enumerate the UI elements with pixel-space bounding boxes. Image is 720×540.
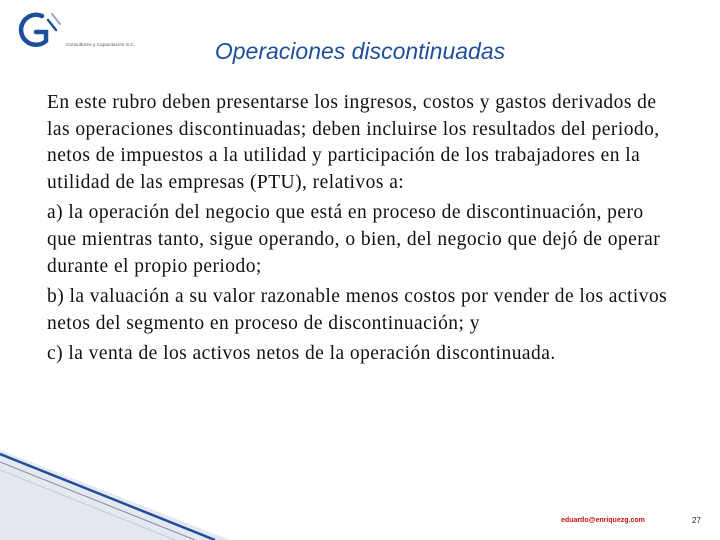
logo-tagline: Consultores y Capacitación S.C. bbox=[66, 42, 136, 47]
body-paragraph-a: a) la operación del negocio que está en proceso de discontinuación, pero que mientras tanto, sigue operando, o bien, del negocio que dejó de operar durante el propio periodo; bbox=[47, 202, 661, 277]
body-paragraph-intro: En este rubro deben presentarse los ingresos, costos y gastos derivados de las operaciones discontinuadas; deben incluirse los resultados del periodo, netos de impuestos a la utilidad y participación de los trabajadores en la utilidad de las empresas (PTU), relativos a: bbox=[47, 92, 660, 193]
body-paragraph-c: c) la venta de los activos netos de la operación discontinuada. bbox=[47, 343, 556, 365]
slide-title-text: Operaciones discontinuadas bbox=[214, 38, 506, 64]
slide-body bbox=[47, 90, 677, 372]
footer-email: eduardo@enriquezg.com bbox=[561, 517, 645, 524]
footer-swoosh-decoration bbox=[0, 440, 320, 540]
page-number: 27 bbox=[692, 516, 701, 525]
slide-title bbox=[0, 38, 720, 65]
body-paragraph-b: b) la valuación a su valor razonable menos costos por vender de los activos netos del segmento en proceso de discontinuación; y bbox=[47, 286, 668, 334]
